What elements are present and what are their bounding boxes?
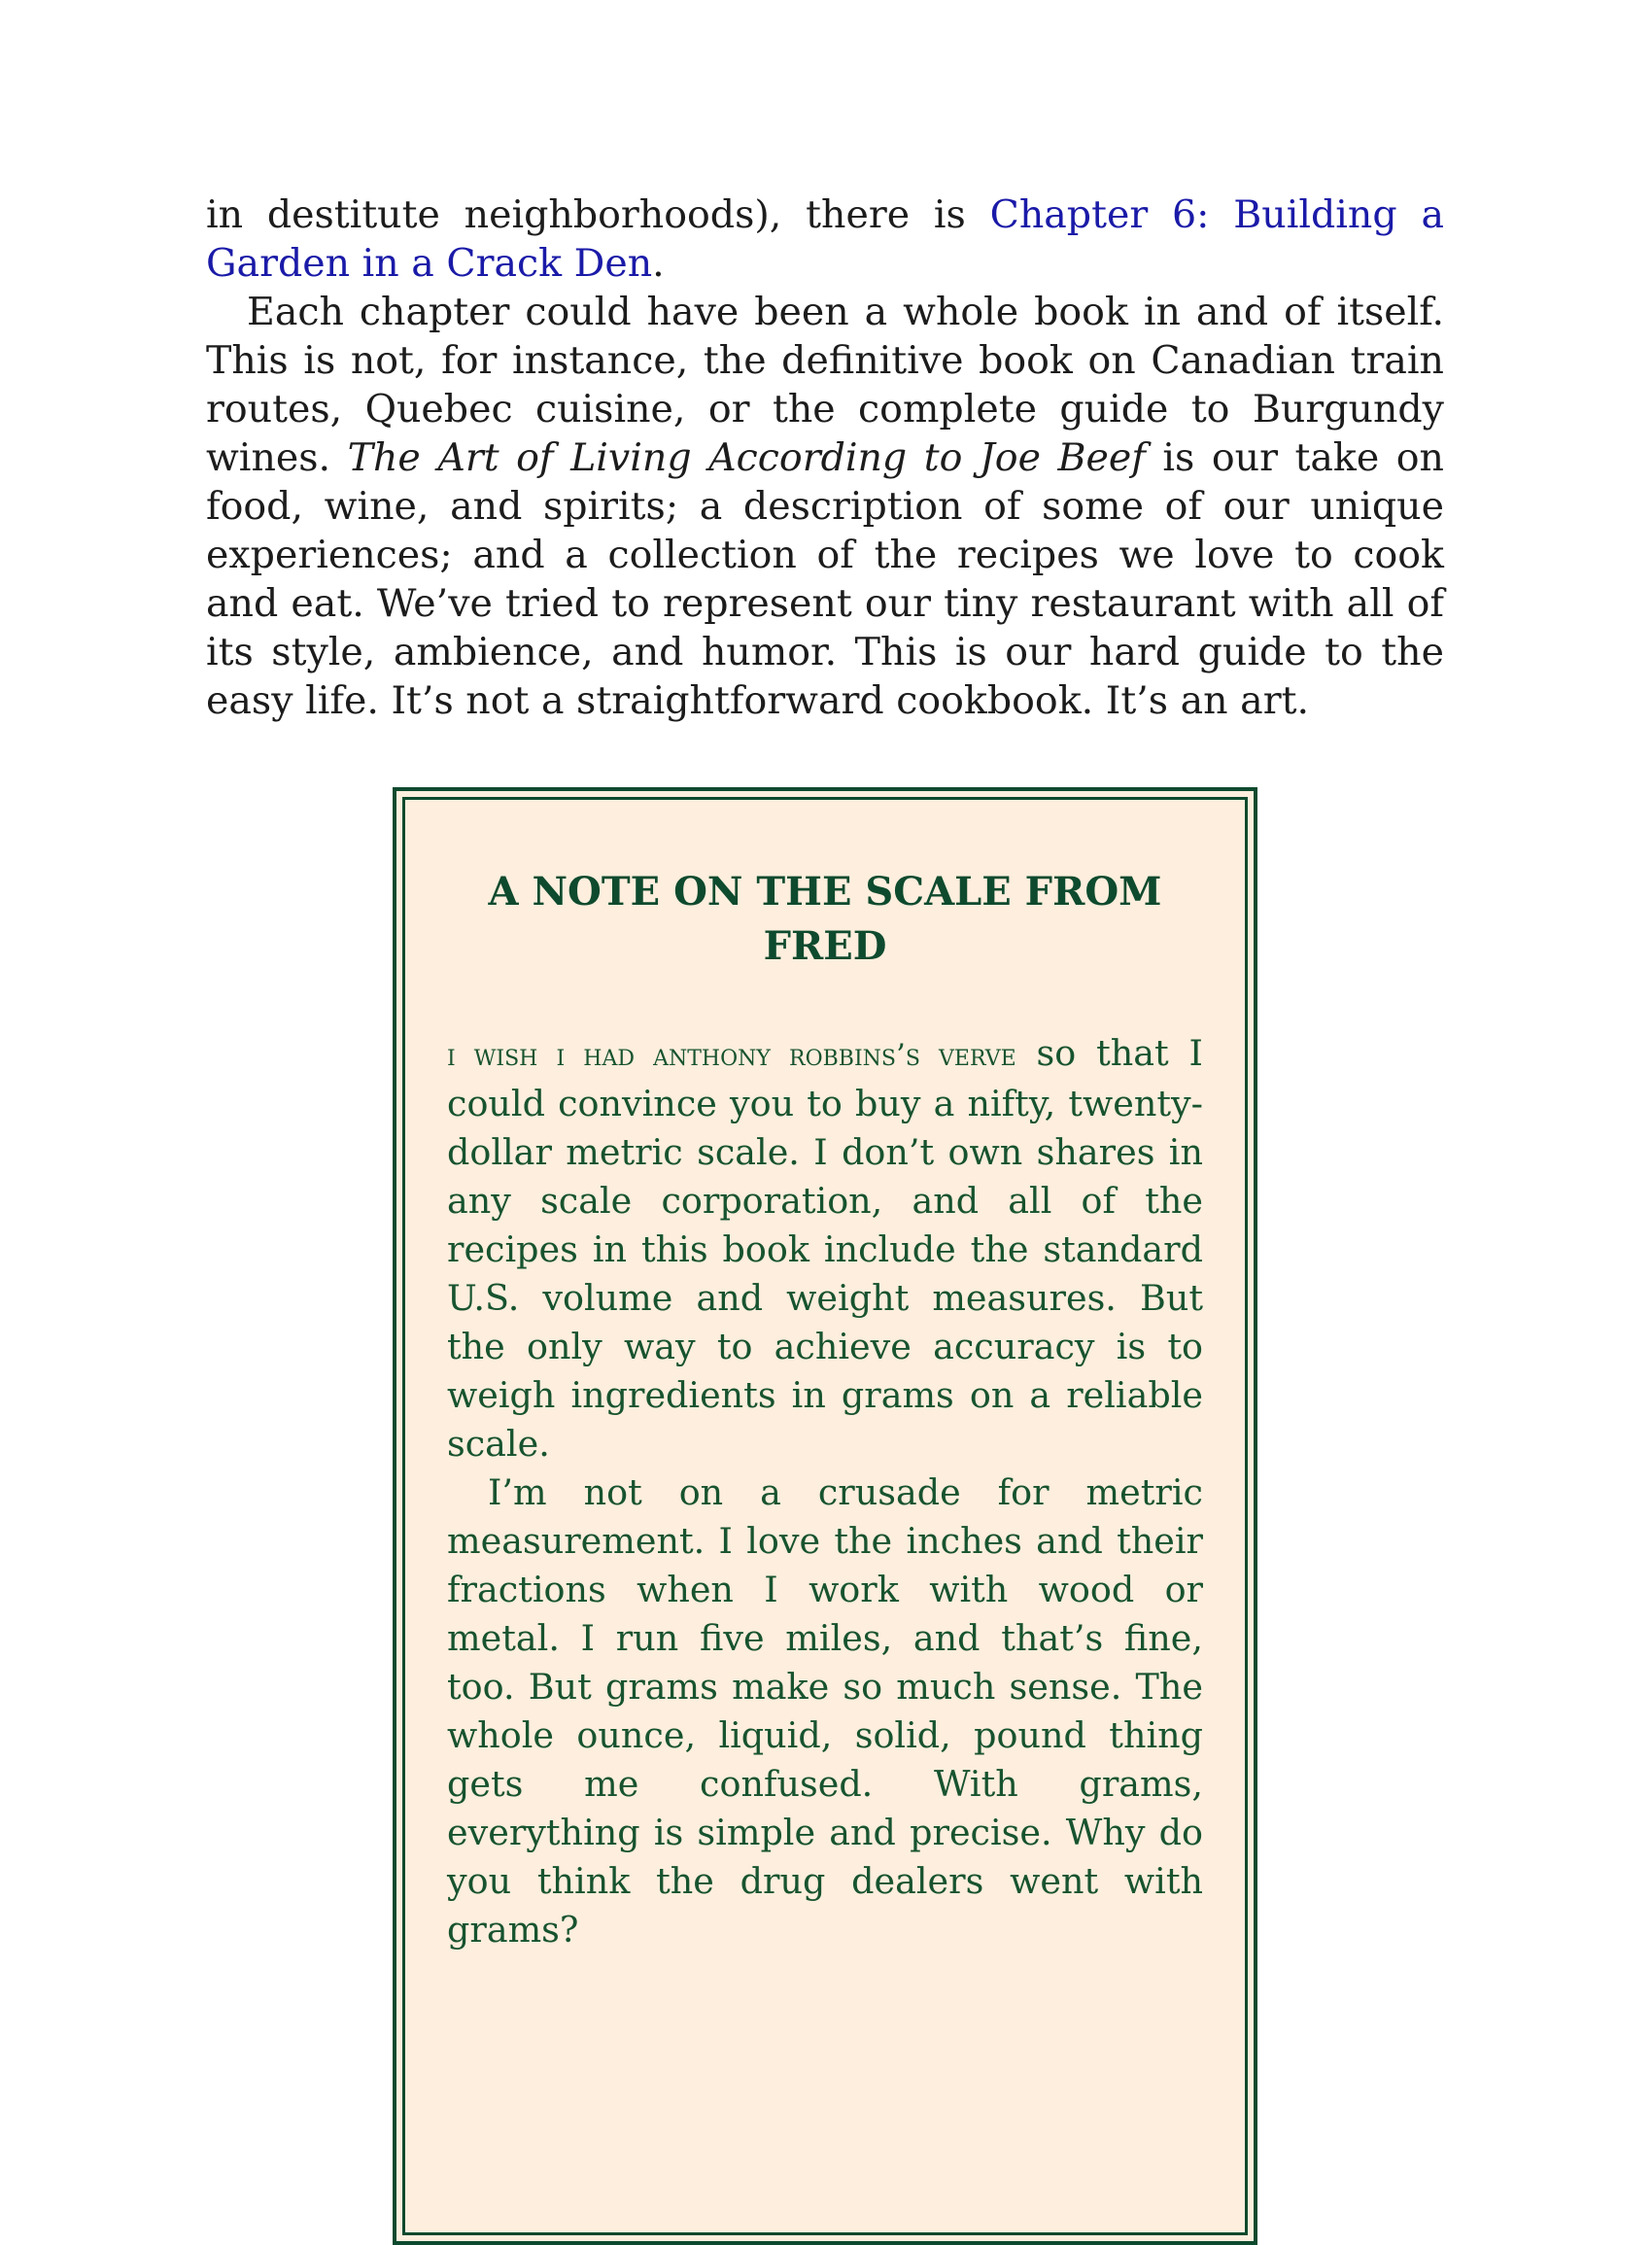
intro-paragraph-1-end: .	[652, 241, 665, 286]
scale-note-box	[393, 787, 1257, 2245]
note-title: A NOTE ON THE SCALE FROM FRED	[488, 869, 1162, 969]
intro-paragraph-2-rest: is our take on food, wine, and spirits; a description of some of our unique experiences; and a collection of the recipes we love to cook and eat. We’ve tried to represent our tiny restaurant with all of its style, ambience, and humor. This is our hard guide to the easy life. It’s not a straightforward cookbook. It’s an art.	[206, 435, 1444, 723]
note-paragraph-2: I’m not on a crusade for metric measurement. I love the inches and their fractions when I work with wood or metal. I run five miles, and that’s fine, too. But grams make so much sense. The whole ounce, liquid, solid, pound thing gets me confused. With grams, everything is simple and precise. Why do you think the drug dealers went with grams?	[447, 1471, 1203, 1951]
main-text	[206, 190, 1444, 725]
intro-paragraph-1-text: in destitute neighborhoods), there is	[206, 192, 990, 237]
intro-paragraph-1	[206, 190, 1444, 288]
note-body	[447, 1029, 1203, 1954]
note-paragraph-1	[447, 1029, 1203, 1468]
intro-paragraph-2-start: Each chapter could have been a whole book in and of itself. This is not, for instance, the definitive book on Canadian train routes, Quebec cuisine, or the complete guide to Burgundy wines.	[206, 290, 1444, 480]
intro-paragraph-2	[206, 288, 1444, 725]
chapter-6-link[interactable]: Chapter 6: Building a Garden in a Crack Den	[206, 192, 1444, 286]
note-paragraph-1-text: so that I could convince you to buy a nifty, twenty-dollar metric scale. I don’t own shares in any scale corporation, and all of the recipes in this book include the standard U.S. volume and weight measures. But the only way to achieve accuracy is to weigh ingredients in grams on a reliable scale.	[447, 1032, 1203, 1465]
note-lead-in: i wish i had anthony robbins’s verve	[447, 1038, 1016, 1073]
book-title: The Art of Living According to Joe Beef	[347, 435, 1146, 480]
